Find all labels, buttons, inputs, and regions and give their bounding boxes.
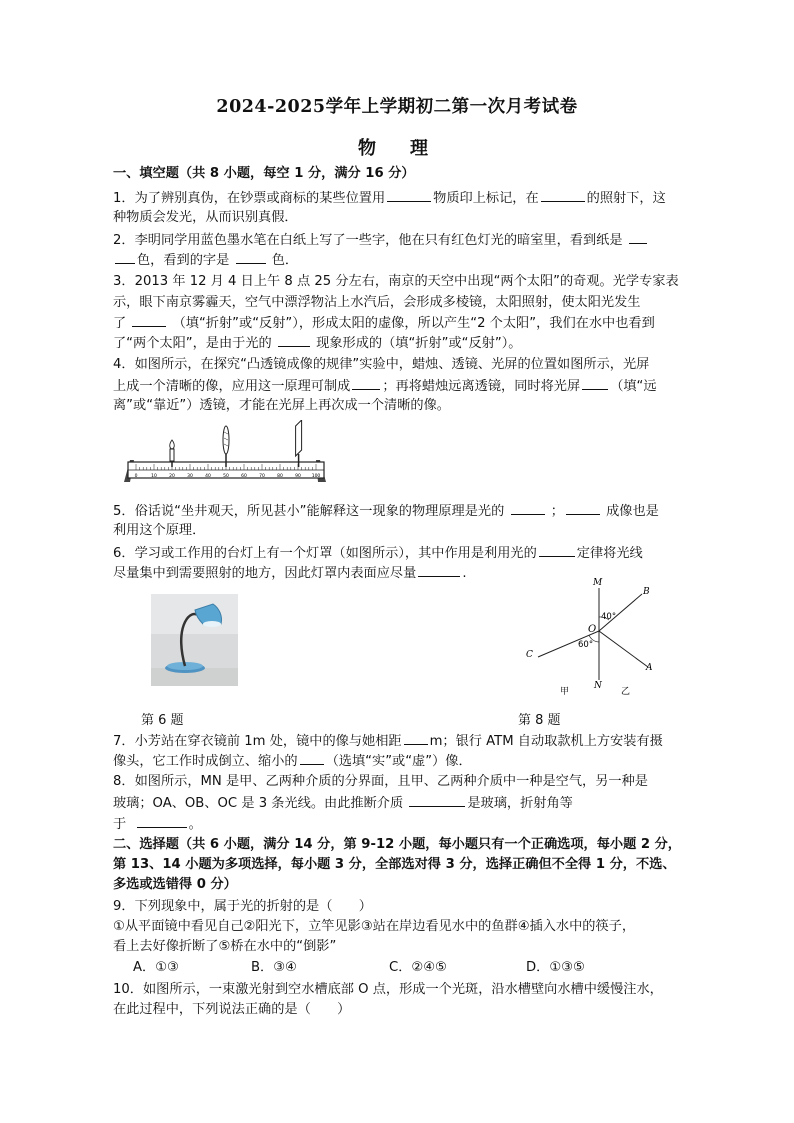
q6-text: . [462,566,467,581]
question-4: 4．如图所示，在探究“凸透镜成像的规律”实验中，蜡烛、透镜、光屏的位置如图所示，光屏 [113,357,650,372]
caption-fig6: 第 6 题 [141,713,184,728]
q3-line-3 [113,313,655,334]
q6-text: 6．学习或工作用的台灯上有一个灯罩（如图所示），其中作用是利用光的 [113,546,537,561]
q6-text: 定律将光线 [576,546,643,561]
bench-tick-label: 60 [241,474,247,479]
label-c: C [526,650,533,660]
q8-line-3 [113,814,202,835]
answer-blank[interactable] [511,501,545,515]
answer-blank[interactable] [418,563,460,577]
answer-blank[interactable] [409,793,465,807]
q6-line-2 [113,563,467,584]
q8-text: 。 [188,817,202,832]
section-2-heading-3: 多选或选错得 0 分） [113,877,237,892]
q2-text: 色，看到的字是 [137,253,230,268]
lens-icon [223,426,229,454]
q4-line-3: 离”或“靠近”）透镜，才能在光屏上再次成一个清晰的像。 [113,398,450,413]
answer-blank[interactable] [541,188,585,202]
bench-tick-label: 40 [205,474,211,479]
q4-line-2 [113,376,657,397]
question-3: 3．2013 年 12 月 4 日上午 8 点 25 分左右，南京的天空中出现“两个太阳”的奇观。光学专家表 [113,274,679,289]
bench-tick-label: 90 [295,474,301,479]
bench-tick-label: 100 [311,474,321,479]
answer-blank[interactable] [539,543,575,557]
question-2 [113,230,649,251]
answer-blank[interactable] [278,333,310,347]
answer-blank[interactable] [629,230,647,244]
section-2-heading: 二、选择题（共 6 小题，满分 14 分，第 9-12 小题，每小题只有一个正确选项，每小题 2 分， [113,837,681,852]
answer-blank[interactable] [137,814,187,828]
ray-oa [599,631,648,667]
q7-text: 7．小芳站在穿衣镜前 1m 处，镜中的像与她相距 [113,734,402,749]
option-b[interactable]: B．③④ [251,960,297,975]
question-6 [113,543,643,564]
bench-tick-label: 70 [259,474,265,479]
question-10: 10．如图所示，一束激光射到空水槽底部 O 点，形成一个光斑，沿水槽壁向水槽中缓慢注水， [113,982,663,997]
angle-60: 60° [578,640,594,650]
q10-line-2: 在此过程中，下列说法正确的是（ ） [113,1002,351,1017]
q8-text: 是玻璃，折射角等 [467,796,573,811]
medium-yi: 乙 [621,687,631,697]
bench-tick-label: 50 [223,474,229,479]
q7-text: 像头，它工作时成倒立、缩小的 [113,754,298,769]
answer-blank[interactable] [404,731,428,745]
label-a: A [646,663,653,673]
q4-text: ；再将蜡烛远离透镜，同时将光屏 [382,379,581,394]
convex-lens [223,426,229,467]
answer-blank[interactable] [566,501,600,515]
q8-text: 于 [113,817,127,832]
q7-text: m；银行 ATM 自动取款机上方安装有摄 [429,734,663,749]
option-c[interactable]: C．②④⑤ [389,960,447,975]
refraction-diagram [518,572,668,700]
candle-flame-icon [170,440,175,449]
q1-text: 的照射下，这 [586,191,666,206]
q5-text: ； [550,504,564,519]
q6-text: 尽量集中到需要照射的地方，因此灯罩内表面应尽量 [113,566,417,581]
question-9: 9．下列现象中，属于光的折射的是（ ） [113,899,372,914]
q8-line-2 [113,793,573,814]
q2-text: 2．李明同学用蓝色墨水笔在白纸上写了一些字，他在只有红色灯光的暗室里，看到纸是 [113,233,623,248]
label-m: M [593,578,603,588]
q7-line-2 [113,751,472,772]
q3-text: （填“折射”或“反射”），形成太阳的虚像，所以产生“2 个太阳”，我们在水中也看到 [172,316,655,331]
answer-blank[interactable] [115,250,135,264]
q1-line-2: 种物质会发光，从而识别真假． [113,210,298,225]
section-1-heading: 一、填空题（共 8 小题，每空 1 分，满分 16 分） [113,166,415,181]
label-b: B [643,587,650,597]
q4-text: 上成一个清晰的像，应用这一原理可制成 [113,379,351,394]
exam-title: 2024-2025学年上学期初二第一次月考试卷 [216,97,578,117]
q1-text: 1．为了辨别真伪，在钞票或商标的某些位置用 [113,191,386,206]
answer-blank[interactable] [132,313,166,327]
label-o: O [588,624,597,635]
q3-text: 现象形成的（填“折射”或“反射”）。 [316,336,522,351]
bench-tick-label: 10 [151,474,157,479]
q3-line-2: 示，眼下南京雾霾天，空气中漂浮物沾上水汽后，会形成多棱镜，太阳照射，使太阳光发生 [113,295,641,310]
q5-line-2: 利用这个原理． [113,523,206,538]
optical-bench-figure [120,420,332,488]
answer-blank[interactable] [236,250,266,264]
label-n: N [594,681,602,691]
q5-text: 5．俗话说“坐井观天，所见甚小”能解释这一现象的物理原理是光的 [113,504,505,519]
question-8: 8．如图所示，MN 是甲、乙两种介质的分界面，且甲、乙两种介质中一种是空气，另一种是 [113,774,648,789]
q3-line-4 [113,333,522,354]
option-d[interactable]: D．①③⑤ [526,960,585,975]
bench-tick-label: 20 [169,474,175,479]
q8-text: 玻璃；OA、OB、OC 是 3 条光线。由此推断介质 [113,796,404,811]
question-1 [113,188,666,209]
desk-lamp-photo [151,594,238,686]
light-screen [296,420,302,467]
q9-options [133,958,585,978]
medium-jia: 甲 [560,687,570,697]
screen-icon [296,420,302,456]
q7-text: （选填“实”或“虚”）像． [325,754,472,769]
q9-line-2: ①从平面镜中看见自己②阳光下，立竿见影③站在岸边看见水中的鱼群④插入水中的筷子， [113,919,636,934]
question-7 [113,731,663,752]
bench-tick-label: 80 [277,474,283,479]
q2-line-2 [113,250,298,271]
answer-blank[interactable] [387,188,431,202]
answer-blank[interactable] [352,376,380,390]
q9-line-3: 看上去好像折断了⑤桥在水中的“倒影” [113,939,337,954]
q1-text: 物质印上标记，在 [433,191,539,206]
q5-text: 成像也是 [606,504,659,519]
angle-40: 40° [601,612,617,622]
question-5 [113,501,659,522]
subject-title: 物 理 [358,138,436,159]
q3-text: 了“两个太阳”，是由于光的 [113,336,272,351]
q2-text: 色． [271,253,299,268]
bench-tick-label: 30 [187,474,193,479]
section-2-heading-2: 第 13、14 小题为多项选择，每小题 3 分，全部选对得 3 分，选择正确但不全得 1 分，不选、 [113,857,676,872]
q3-text: 了 [113,316,127,331]
answer-blank[interactable] [300,751,324,765]
q4-text: （填“远 [610,379,657,394]
bench-tick-label: 0 [134,474,138,479]
option-a[interactable]: A．①③ [133,960,179,975]
caption-fig8: 第 8 题 [518,713,561,728]
answer-blank[interactable] [582,376,608,390]
